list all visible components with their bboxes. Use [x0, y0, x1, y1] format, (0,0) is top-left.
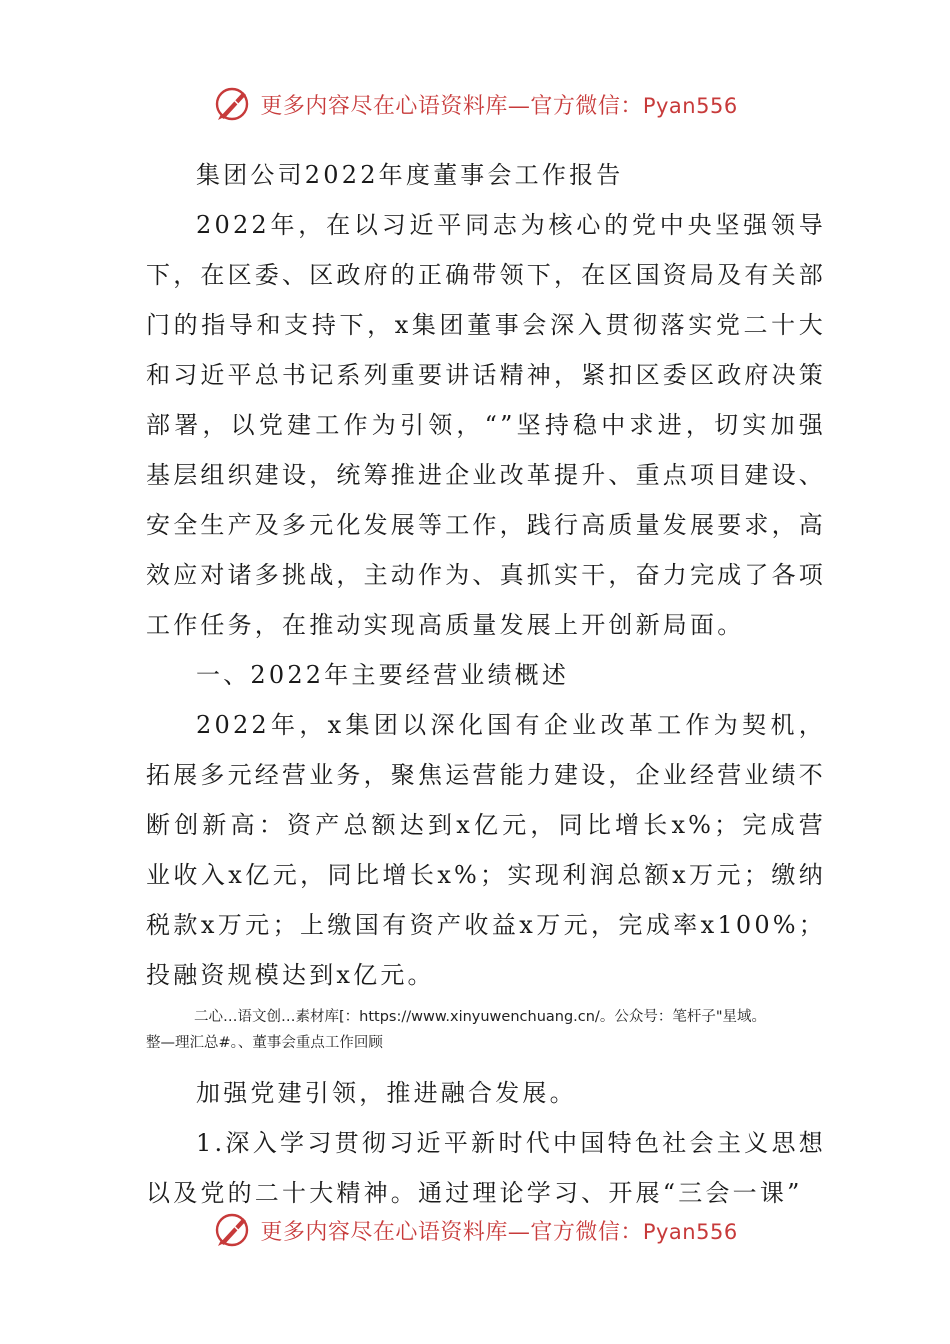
quill-pen-logo-icon — [212, 1210, 252, 1250]
watermark-banner-top — [0, 80, 950, 128]
party-building-paragraph: 加强党建引领，推进融合发展。 — [196, 1079, 577, 1107]
section-heading-1: 一、2022年主要经营业绩概述 — [196, 661, 570, 689]
source-note — [146, 1004, 826, 1056]
document-body — [146, 150, 826, 1218]
intro-paragraph: 2022年，在以习近平同志为核心的党中央坚强领导下，在区委、区政府的正确带领下，在区国资局及有关部门的指导和支持下，x集团董事会深入贯彻落实党二十大和习近平总书记系列重要讲话精神，紧扣区委区政府决策部署，以党建工作为引领，“”坚持稳中求进，切实加强基层组织建设，统筹推进企业改革提升、重点项目建设、安全生产及多元化发展等工作，践行高质量发展要求，高效应对诸多挑战，主动作为、真抓实干，奋力完成了各项工作任务，在推动实现高质量发展上开创新局面。 — [146, 211, 826, 639]
watermark-banner-bottom — [0, 1206, 950, 1254]
source-note-line-1: 二心…语文创…素材库[：https://www.xinyuwenchuang.cn/。公众号：笔杆子"星域。 — [194, 1009, 766, 1025]
wechat-id: Pyan556 — [642, 93, 738, 118]
watermark-text: 更多内容尽在心语资料库—官方微信：Pyan556 — [260, 1219, 738, 1245]
watermark-text: 更多内容尽在心语资料库—官方微信：Pyan556 — [260, 93, 738, 119]
source-note-line-2: 整—理汇总#。、董事会重点工作回顾 — [146, 1035, 383, 1051]
document-title: 集团公司2022年度董事会工作报告 — [196, 161, 624, 189]
wechat-id: Pyan556 — [642, 1219, 738, 1244]
quill-pen-logo-icon — [212, 84, 252, 124]
section-1-paragraph: 2022年，x集团以深化国有企业改革工作为契机，拓展多元经营业务，聚焦运营能力建设，企业经营业绩不断创新高：资产总额达到x亿元，同比增长x%；完成营业收入x亿元，同比增长x%；实现利润总额x万元；缴纳税款x万元；上缴国有资产收益x万元，完成率x100%；投融资规模达到x亿元。 — [146, 711, 826, 989]
item-1-paragraph: 1.深入学习贯彻习近平新时代中国特色社会主义思想以及党的二十大精神。通过理论学习、开展“三会一课” — [146, 1129, 826, 1207]
